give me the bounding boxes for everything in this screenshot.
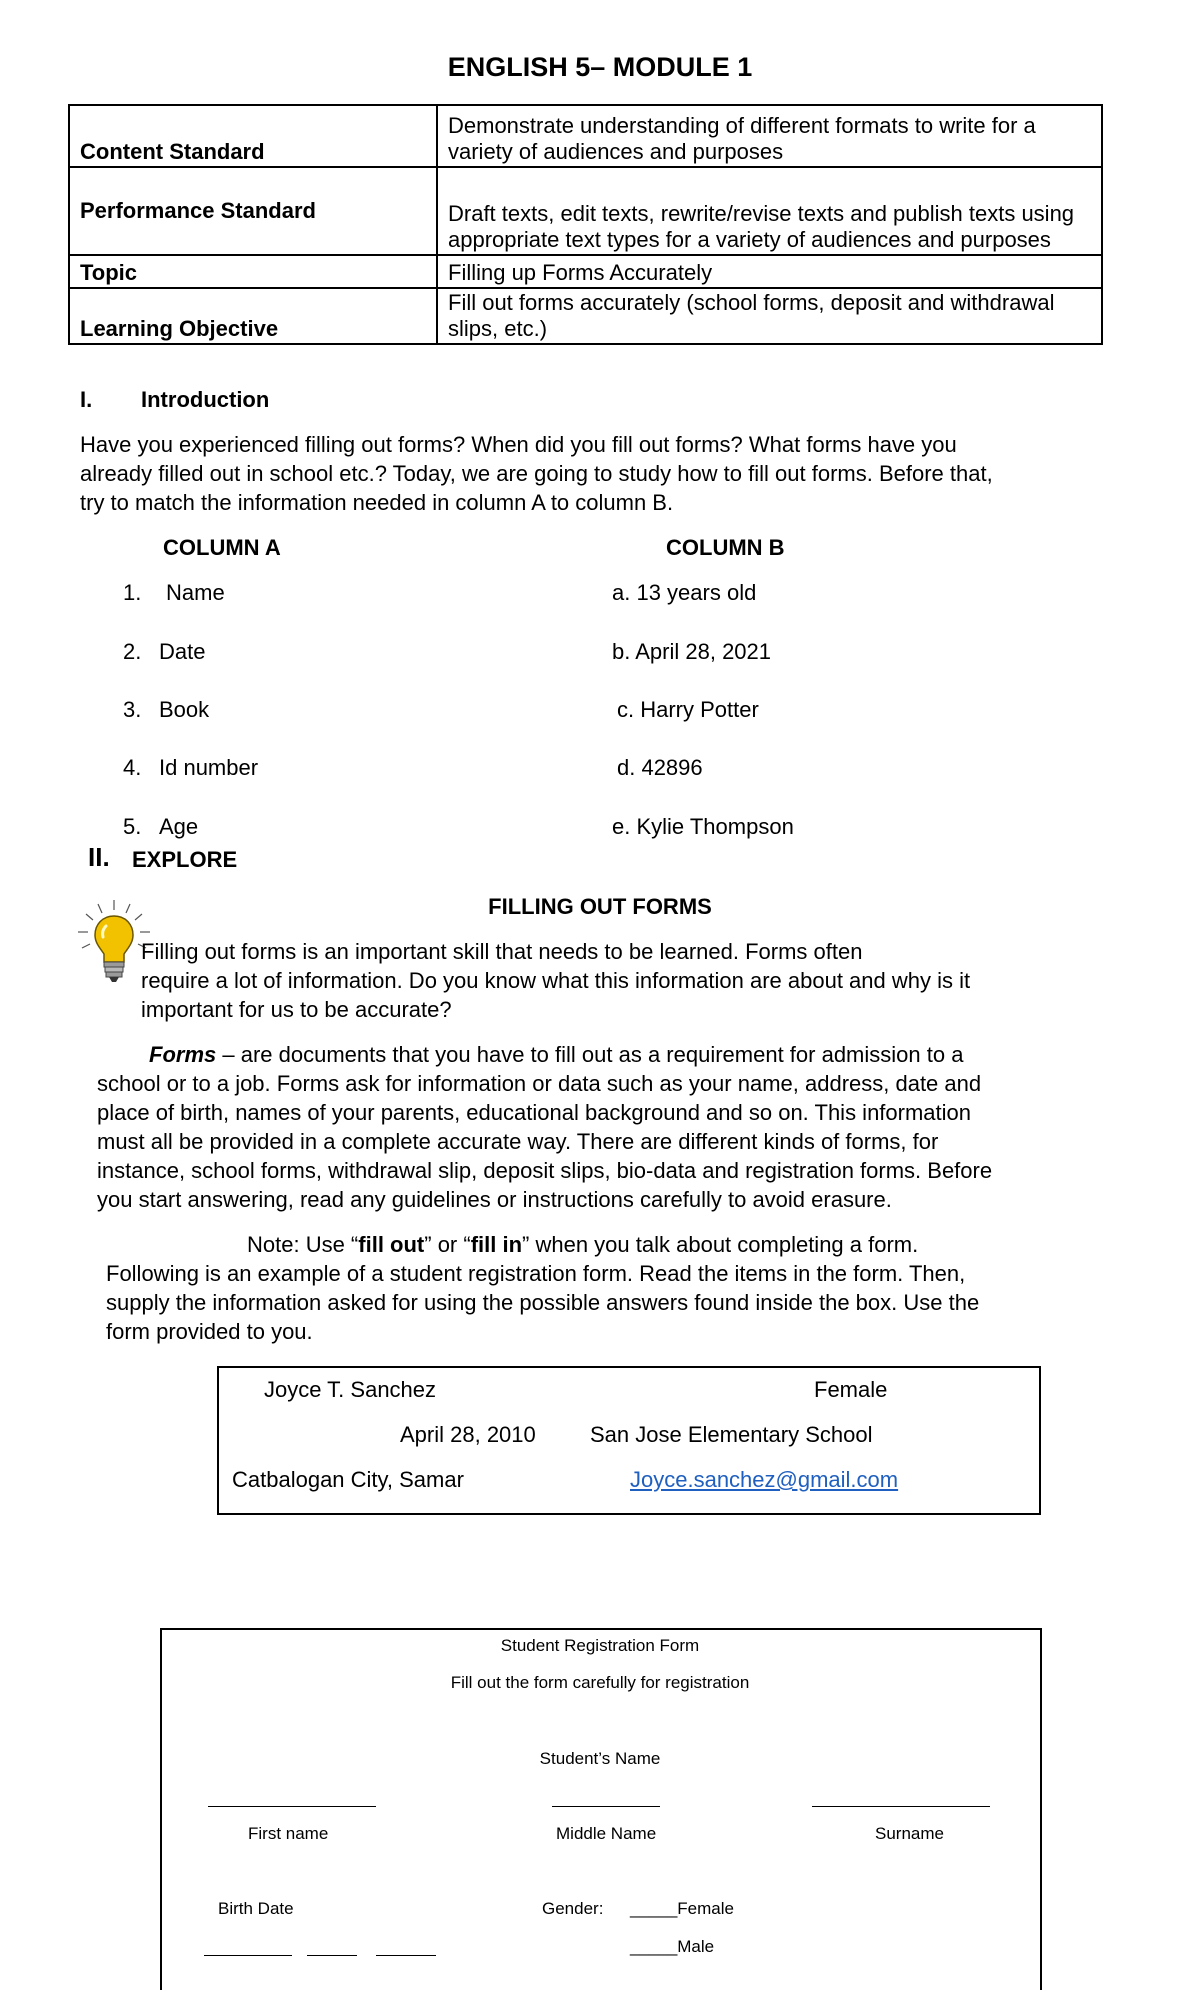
- forms-term: Forms: [149, 1042, 217, 1067]
- explore-number: II.: [88, 842, 110, 872]
- intro-heading: Introduction: [141, 387, 270, 412]
- instruction-line: supply the information asked for using the possible answers found inside the box. Use the: [106, 1290, 980, 1315]
- form-title: Student Registration Form: [500, 1636, 700, 1655]
- forms-line: instance, school forms, withdrawal slip, deposit slips, bio-data and registration forms. Before: [97, 1158, 993, 1183]
- list-item-number: 2.: [123, 639, 142, 664]
- birth-year-line[interactable]: [376, 1955, 436, 1956]
- list-item-number: 3.: [123, 697, 142, 722]
- middle-name-label: Middle Name: [556, 1824, 657, 1843]
- standards-table: [68, 104, 1103, 345]
- explore-lead-line: important for us to be accurate?: [141, 997, 452, 1022]
- list-item-number: 5.: [123, 814, 142, 839]
- explore-heading: EXPLORE: [132, 847, 238, 872]
- explore-lead-line: Filling out forms is an important skill that needs to be learned. Forms often: [141, 939, 863, 964]
- first-name-label: First name: [248, 1824, 329, 1843]
- note-text: ” or “: [424, 1232, 471, 1257]
- list-item: Name: [166, 580, 225, 605]
- forms-definition-first-line: [149, 1040, 963, 1069]
- surname-label: Surname: [875, 1824, 944, 1843]
- standard-label: Topic: [69, 255, 437, 288]
- explore-lead-line: require a lot of information. Do you know what this information are about and why is it: [141, 968, 971, 993]
- forms-first-line-text: – are documents that you have to fill out as a requirement for admission to a: [216, 1042, 964, 1067]
- note-text: ” when you talk about completing a form.: [522, 1232, 919, 1257]
- list-item: e. Kylie Thompson: [612, 814, 794, 839]
- note-line: [247, 1230, 918, 1259]
- section-subheading: FILLING OUT FORMS: [488, 894, 712, 919]
- note-term: fill in: [470, 1232, 523, 1257]
- intro-line: already filled out in school etc.? Today, we are going to study how to fill out forms. Before that,: [80, 461, 993, 486]
- forms-line: school or to a job. Forms ask for information or data such as your name, address, date and: [97, 1071, 982, 1096]
- note-text: Note: Use “: [247, 1232, 359, 1257]
- table-row: [69, 105, 1102, 167]
- table-row: [69, 167, 1102, 255]
- list-item: Age: [159, 814, 199, 839]
- birth-month-line[interactable]: [204, 1955, 292, 1956]
- forms-line: place of birth, names of your parents, educational background and so on. This information: [97, 1100, 972, 1125]
- birth-day-line[interactable]: [307, 1955, 357, 1956]
- column-b-header: COLUMN B: [666, 535, 785, 560]
- answer-birth-date: April 28, 2010: [400, 1422, 536, 1447]
- list-item-number: 4.: [123, 755, 142, 780]
- page-title: ENGLISH 5– MODULE 1: [447, 52, 753, 82]
- student-name-label: Student’s Name: [539, 1749, 661, 1768]
- column-a-header: COLUMN A: [163, 535, 281, 560]
- table-row: [69, 255, 1102, 288]
- standard-value: Demonstrate understanding of different formats to write for a variety of audiences and purposes: [437, 105, 1102, 167]
- gender-male-option[interactable]: _____Male: [630, 1937, 715, 1956]
- gender-label: Gender:: [542, 1899, 604, 1918]
- answer-school: San Jose Elementary School: [590, 1422, 873, 1447]
- instruction-line: form provided to you.: [106, 1319, 313, 1344]
- standard-label: Learning Objective: [69, 288, 437, 344]
- standard-value: Fill out forms accurately (school forms, deposit and withdrawal slips, etc.): [437, 288, 1102, 344]
- intro-line: Have you experienced filling out forms? When did you fill out forms? What forms have you: [80, 432, 957, 457]
- list-item: d. 42896: [617, 755, 703, 780]
- surname-line[interactable]: [812, 1806, 990, 1807]
- standard-value: Filling up Forms Accurately: [437, 255, 1102, 288]
- note-term: fill out: [358, 1232, 425, 1257]
- standard-label: Content Standard: [69, 105, 437, 167]
- forms-line: must all be provided in a complete accurate way. There are different kinds of forms, for: [97, 1129, 939, 1154]
- list-item: Book: [159, 697, 210, 722]
- standard-label: Performance Standard: [69, 167, 437, 255]
- table-row: [69, 288, 1102, 344]
- form-subtitle: Fill out the form carefully for registration: [450, 1673, 750, 1692]
- answer-gender: Female: [814, 1377, 888, 1402]
- standard-value: Draft texts, edit texts, rewrite/revise texts and publish texts using appropriate text types for a variety of audiences and purposes: [437, 167, 1102, 255]
- list-item-number: 1.: [123, 580, 142, 605]
- list-item: b. April 28, 2021: [612, 639, 772, 664]
- gender-female-option[interactable]: _____Female: [630, 1899, 734, 1918]
- list-item: c. Harry Potter: [617, 697, 759, 722]
- instruction-line: Following is an example of a student registration form. Read the items in the form. Then,: [106, 1261, 966, 1286]
- first-name-line[interactable]: [208, 1806, 376, 1807]
- answer-address: Catbalogan City, Samar: [232, 1467, 464, 1492]
- intro-number: I.: [80, 387, 93, 412]
- forms-line: you start answering, read any guidelines or instructions carefully to avoid erasure.: [97, 1187, 892, 1212]
- middle-name-line[interactable]: [552, 1806, 660, 1807]
- birth-date-label: Birth Date: [218, 1899, 294, 1918]
- list-item: Date: [159, 639, 206, 664]
- email-link[interactable]: Joyce.sanchez@gmail.com: [630, 1467, 899, 1492]
- list-item: a. 13 years old: [612, 580, 757, 605]
- intro-line: try to match the information needed in column A to column B.: [80, 490, 674, 515]
- list-item: Id number: [159, 755, 259, 780]
- answer-name: Joyce T. Sanchez: [264, 1377, 437, 1402]
